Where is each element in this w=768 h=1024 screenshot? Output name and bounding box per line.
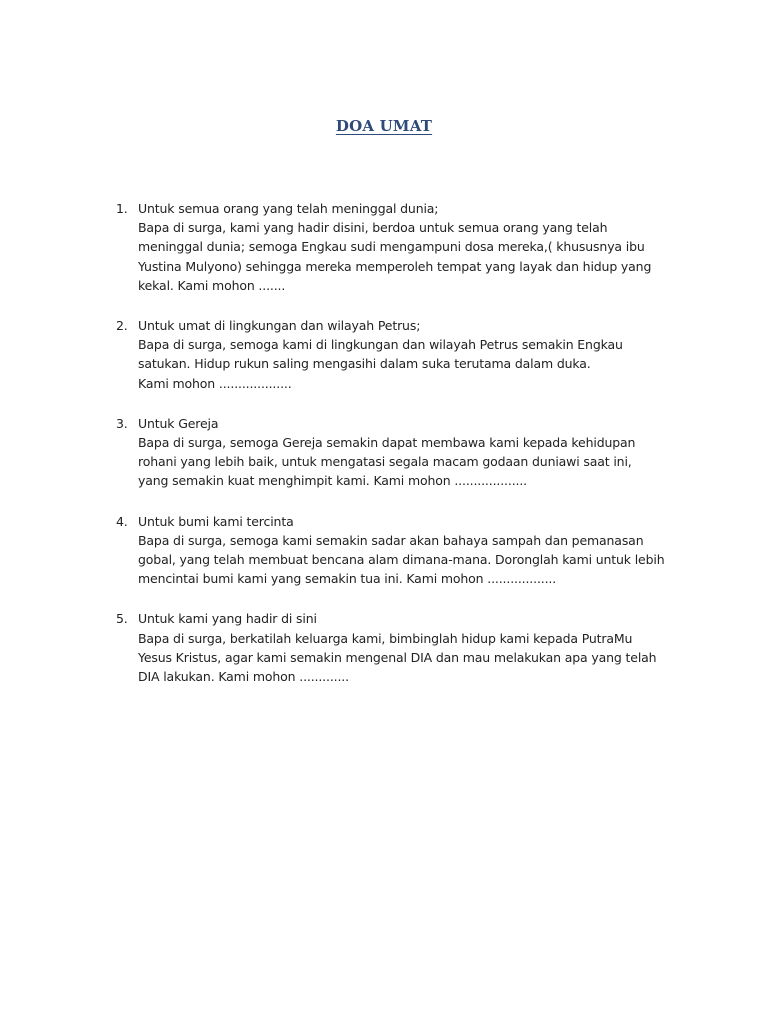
prayer-item-3 (116, 414, 676, 491)
item-number: 3. (116, 415, 128, 431)
item-number: 4. (116, 513, 128, 529)
item-line: Bapa di surga, semoga kami di lingkungan dan wilayah Petrus semakin Engkau (138, 337, 623, 353)
item-line: mencintai bumi kami yang semakin tua ini. Kami mohon .................. (138, 571, 557, 587)
item-line: Yustina Mulyono) sehingga mereka memperoleh tempat yang layak dan hidup yang (138, 258, 652, 274)
item-heading: Untuk kami yang hadir di sini (138, 611, 317, 627)
item-number: 2. (116, 318, 128, 334)
prayer-item-2 (116, 316, 676, 393)
item-heading: Untuk bumi kami tercinta (138, 513, 294, 529)
item-line: Bapa di surga, semoga Gereja semakin dapat membawa kami kepada kehidupan (138, 435, 636, 451)
item-heading: Untuk umat di lingkungan dan wilayah Petrus; (138, 318, 421, 334)
item-line: Yesus Kristus, agar kami semakin mengenal DIA dan mau melakukan apa yang telah (138, 649, 657, 665)
prayer-item-5 (116, 609, 676, 686)
prayer-item-1 (116, 199, 676, 295)
item-line: Kami mohon ................... (138, 375, 292, 391)
item-line: yang semakin kuat menghimpit kami. Kami mohon ................... (138, 473, 527, 489)
item-line: Bapa di surga, kami yang hadir disini, berdoa untuk semua orang yang telah (138, 220, 608, 236)
item-heading: Untuk Gereja (138, 415, 219, 431)
item-line: meninggal dunia; semoga Engkau sudi mengampuni dosa mereka,( khususnya ibu (138, 239, 645, 255)
item-line: DIA lakukan. Kami mohon ............. (138, 669, 349, 685)
item-line: Bapa di surga, berkatilah keluarga kami, bimbinglah hidup kami kepada PutraMu (138, 630, 633, 646)
item-line: gobal, yang telah membuat bencana alam dimana-mana. Doronglah kami untuk lebih (138, 552, 665, 568)
item-line: rohani yang lebih baik, untuk mengatasi segala macam godaan duniawi saat ini, (138, 454, 632, 470)
item-number: 5. (116, 611, 128, 627)
prayer-item-4 (116, 512, 676, 589)
item-line: Bapa di surga, semoga kami semakin sadar akan bahaya sampah dan pemanasan (138, 532, 644, 548)
item-line: satukan. Hidup rukun saling mengasihi dalam suka terutama dalam duka. (138, 356, 591, 372)
prayer-list (116, 199, 676, 707)
item-heading: Untuk semua orang yang telah meninggal dunia; (138, 201, 439, 216)
document-title-text: DOA UMAT (335, 117, 433, 135)
item-line: kekal. Kami mohon ....... (138, 277, 286, 293)
document-title (0, 117, 768, 135)
item-number: 1. (116, 201, 128, 216)
